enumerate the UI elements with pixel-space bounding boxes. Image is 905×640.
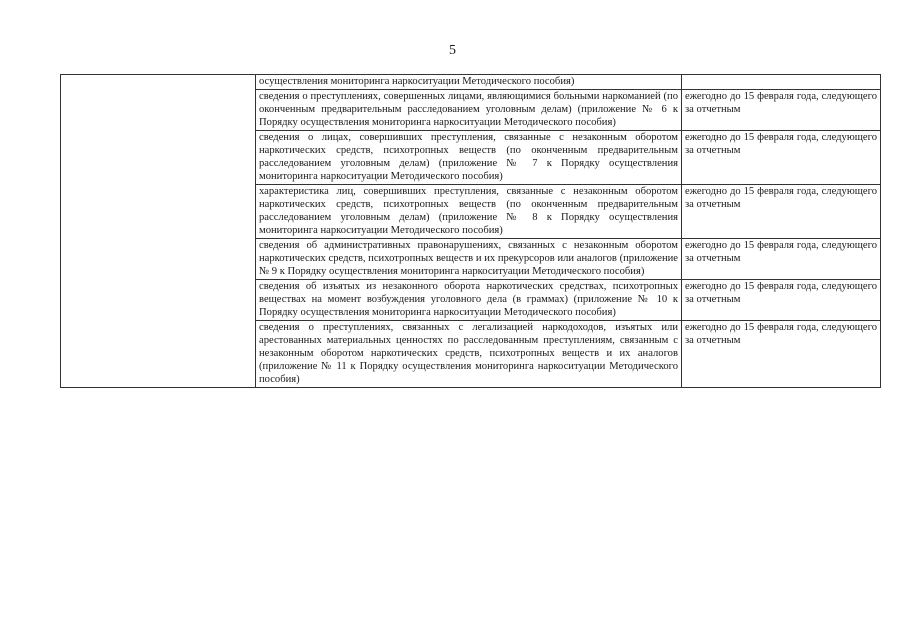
report-description-cell: характеристика лиц, совершивших преступления, связанные с незаконным оборотом наркотических средств, психотропных веществ (по оконченным предварительным расследованием уголовным делам) (приложение № 8 к Порядку осуществления мониторинга наркоситуации Методического пособия)	[256, 185, 682, 239]
deadline-cell: ежегодно до 15 февраля года, следующего за отчетным	[682, 185, 881, 239]
report-description-cell: сведения о лицах, совершивших преступления, связанные с незаконным оборотом наркотических средств, психотропных веществ (по оконченным предварительным расследованием уголовным делам) (приложение № 7 к Порядку осуществления мониторинга наркоситуации Методического пособия)	[256, 131, 682, 185]
deadline-cell	[682, 75, 881, 90]
report-description-cell: осуществления мониторинга наркоситуации Методического пособия)	[256, 75, 682, 90]
deadline-cell: ежегодно до 15 февраля года, следующего за отчетным	[682, 321, 881, 388]
report-description-cell: сведения об изъятых из незаконного оборота наркотических средствах, психотропных веществах на момент возбуждения уголовного дела (в граммах) (приложение № 10 к Порядку осуществления мониторинга наркоситуации Методического пособия)	[256, 280, 682, 321]
monitoring-table	[60, 74, 881, 388]
table-row	[61, 75, 881, 90]
report-description-cell: сведения о преступлениях, совершенных лицами, являющимися больными наркоманией (по оконченным предварительным расследованием уголовным делам) (приложение № 6 к Порядку осуществления мониторинга наркоситуации Методического пособия)	[256, 90, 682, 131]
deadline-cell: ежегодно до 15 февраля года, следующего за отчетным	[682, 131, 881, 185]
report-description-cell: сведения об административных правонарушениях, связанных с незаконным оборотом наркотических средств, психотропных веществ и их прекурсоров или аналогов (приложение № 9 к Порядку осуществления мониторинга наркоситуации Методического пособия)	[256, 239, 682, 280]
deadline-cell: ежегодно до 15 февраля года, следующего за отчетным	[682, 90, 881, 131]
page-number: 5	[449, 43, 456, 58]
table-body	[61, 75, 881, 388]
deadline-cell: ежегодно до 15 февраля года, следующего за отчетным	[682, 239, 881, 280]
report-description-cell: сведения о преступлениях, связанных с легализацией наркодоходов, изъятых или арестованных материальных ценностях по расследованным преступлениям, связанным с незаконным оборотом наркотических средств, психотропных веществ и их аналогов (приложение № 11 к Порядку осуществления мониторинга наркоситуации Методического пособия)	[256, 321, 682, 388]
deadline-cell: ежегодно до 15 февраля года, следующего за отчетным	[682, 280, 881, 321]
empty-first-column-cell	[61, 75, 256, 388]
